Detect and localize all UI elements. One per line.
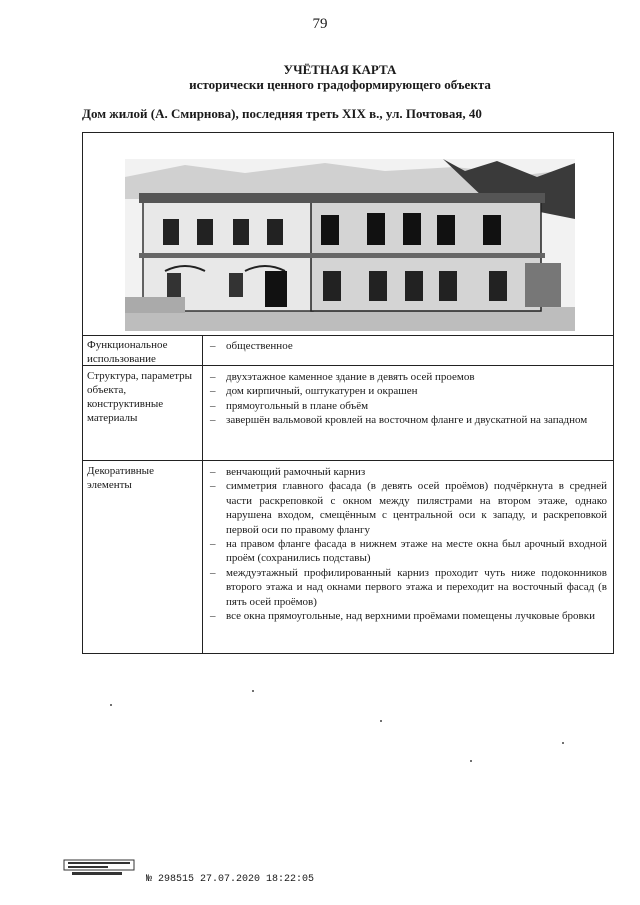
list-item: – двухэтажное каменное здание в девять осей проемов (210, 371, 475, 383)
row-structure (83, 366, 613, 461)
scan-artifact (380, 720, 382, 722)
object-heading: Дом жилой (А. Смирнова), последняя треть XIX в., ул. Почтовая, 40 (82, 106, 482, 121)
scan-artifact (562, 742, 564, 744)
row-decorative (83, 461, 613, 653)
row-label-structure: Структура, параметры объекта, конструктивные материалы (83, 366, 203, 460)
document-registration-code: № 298515 27.07.2020 18:22:05 (146, 874, 315, 885)
title-line-2: исторически ценного градоформирующего объекта (189, 77, 491, 92)
building-photo (125, 159, 575, 331)
row-functional-use (83, 335, 613, 366)
record-card-table (82, 132, 614, 654)
scan-artifact (110, 704, 112, 706)
scan-artifact (470, 760, 472, 762)
list-item: – общественное (210, 340, 293, 352)
document-title (0, 62, 640, 92)
scan-artifact (252, 690, 254, 692)
list-item: – венчающий рамочный карниз (210, 466, 366, 478)
page-number: 79 (312, 16, 328, 32)
list-item: – междуэтажный профилированный карниз проходит чуть ниже подоконников второго этажа и над окнами первого этажа и переходит на восточный фасад (в пять осей проёмов) (210, 566, 607, 608)
list-item: – завершён вальмовой кровлей на восточном фланге и двускатной на западном (210, 414, 588, 427)
row-items-functional-use (204, 335, 613, 353)
list-item: – симметрия главного фасада (в девять осей проёмов) подчёркнута в средней части раскреповкой с окном между пилястрами на втором этаже, однако нарушена входом, смещённым с центральной оси к западу, и раскреповкой первой оси по правому флангу (210, 480, 607, 536)
list-item: – дом кирпичный, оштукатурен и окрашен (210, 385, 418, 398)
list-item: – на правом фланге фасада в нижнем этаже на месте окна был арочный входной проём (сохранились подставы) (210, 538, 607, 565)
list-item: – прямоугольный в плане объём (210, 399, 369, 412)
stamp-logo (62, 856, 138, 878)
row-label-functional-use: Функциональное использование (83, 335, 203, 365)
title-line-1: УЧЁТНАЯ КАРТА (283, 62, 397, 77)
photo-cell (83, 133, 613, 336)
row-items-structure (204, 366, 613, 428)
row-label-decorative: Декоративные элементы (83, 461, 203, 653)
list-item: – все окна прямоугольные, над верхними проёмами помещены лучковые бровки (210, 610, 595, 623)
row-items-decorative (204, 461, 613, 623)
